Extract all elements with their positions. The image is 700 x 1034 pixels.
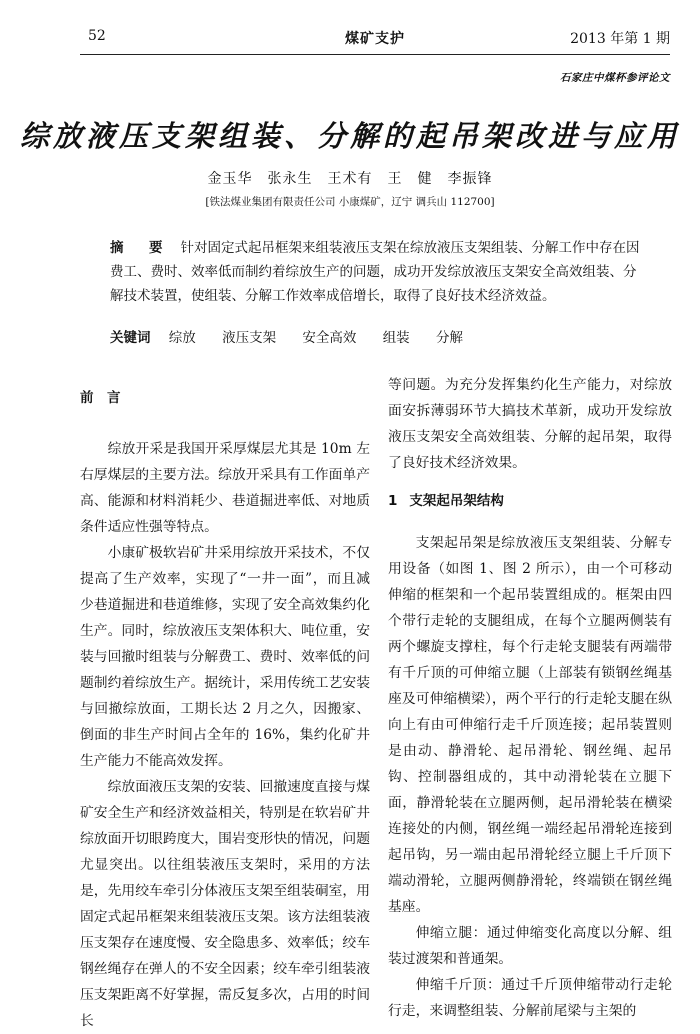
keyword: 分解 (435, 330, 463, 346)
body-paragraph: 伸缩千斤顶：通过千斤顶伸缩带动行走轮行走，来调整组装、分解前尾梁与主架的 (388, 977, 672, 1019)
affiliation: [铁法煤业集团有限责任公司 小康煤矿，辽宁 调兵山 112700] (205, 196, 495, 208)
keywords-block (110, 326, 646, 346)
body-paragraph: 小康矿极软岩矿井采用综放开采技术，不仅提高了生产效率，实现了“一井一面”，而且减少巷道掘进和巷道维修，实现了安全高效集约化生产。同时，综放液压支架体积大、吨位重，安装与回撤时组装与分解费工、费时、效率低的问题制约着综放生产。据统计，采用传统工艺安装与回撤综放面，工期长达 2 月之久，因搬家、倒面的非生产时间占全年的 16%，集约化矿井生产能力不能高效发挥。 (80, 545, 370, 769)
body-paragraph: 综放开采是我国开采厚煤层尤其是 10m 左右厚煤层的主要方法。综放开采具有工作面单产高、能源和材料消耗少、巷道掘进率低、对地质条件适应性强等特点。 (80, 441, 370, 535)
section-number: 1 (388, 493, 398, 509)
author-list: 金玉华 张永生 王术有 王 健 李振锋 (207, 171, 493, 187)
journal-name: 煤矿支护 (345, 31, 405, 47)
abstract-text: 针对固定式起吊框架来组装液压支架在综放液压支架组装、分解工作中存在因费工、费时、效率低而制约着综放生产的问题，成功开发综放液压支架安全高效组装、分解技术装置，使组装、分解工作效率成倍增长，取得了良好技术经济效益。 (110, 240, 640, 304)
running-header (80, 28, 670, 52)
body-paragraph: 伸缩立腿：通过伸缩变化高度以分解、组装过渡架和普通架。 (388, 925, 672, 967)
body-paragraph-continued: 等问题。为充分发挥集约化生产能力，对综放面安拆薄弱环节大搞技术革新，成功开发综放液压支架安全高效组装、分解的起吊架，取得了良好技术经济效果。 (388, 377, 672, 471)
issue-label: 2013 年第 1 期 (570, 31, 670, 47)
right-column (388, 372, 672, 1024)
abstract-label: 摘 要 (110, 240, 169, 256)
section-heading-1 (388, 486, 672, 516)
section-title: 支架起吊架结构 (409, 493, 504, 509)
left-column (80, 372, 370, 1034)
keyword: 安全高效 (302, 330, 357, 346)
abstract-block (110, 236, 646, 308)
column-tag: 石家庄中煤杯参评论文 (560, 72, 670, 84)
keywords-label: 关键词 (110, 330, 151, 346)
body-paragraph: 综放面液压支架的安装、回撤速度直接与煤矿安全生产和经济效益相关，特别是在软岩矿井综放面开切眼跨度大，围岩变形快的情况，问题尤显突出。以往组装液压支架时，采用的方法是，先用绞车牵引分体液压支架至组装硐室，用固定式起吊框架来组装液压支架。该方法组装液压支架存在速度慢、安全隐患多、效率低；绞车钢丝绳存在弹人的不安全因素；绞车牵引组装液压支架距离不好掌握，需反复多次，占用的时间长 (80, 779, 370, 1029)
keyword: 液压支架 (222, 330, 277, 346)
page-number: 52 (88, 28, 106, 44)
header-rule (80, 54, 670, 55)
article-title: 综放液压支架组装、分解的起吊架改进与应用 (19, 119, 680, 153)
section-heading-intro: 前 言 (80, 390, 121, 406)
body-paragraph: 支架起吊架是综放液压支架组装、分解专用设备（如图 1、图 2 所示），由一个可移动伸缩的框架和一个起吊装置组成的。框架由四个带行走轮的支腿组成，在每个立腿两侧装有两个螺旋支撑柱，每个行走轮支腿装有两端带有千斤顶的可伸缩立腿（上部装有锁钢丝绳基座及可伸缩横梁），两个平行的行走轮支腿在纵向上有由可伸缩行走千斤顶连接；起吊装置则是由动、静滑轮、起吊滑轮、钢丝绳、起吊钩、控制器组成的，其中动滑轮装在立腿下面，静滑轮装在立腿两侧，起吊滑轮装在横梁连接处的内侧，钢丝绳一端经起吊滑轮连接到起吊钩，另一端由起吊滑轮经立腿上千斤顶下端动滑轮，立腿两侧静滑轮，终端锁在钢丝绳基座。 (388, 535, 672, 915)
keyword: 组装 (382, 330, 410, 346)
keyword: 综放 (168, 330, 196, 346)
